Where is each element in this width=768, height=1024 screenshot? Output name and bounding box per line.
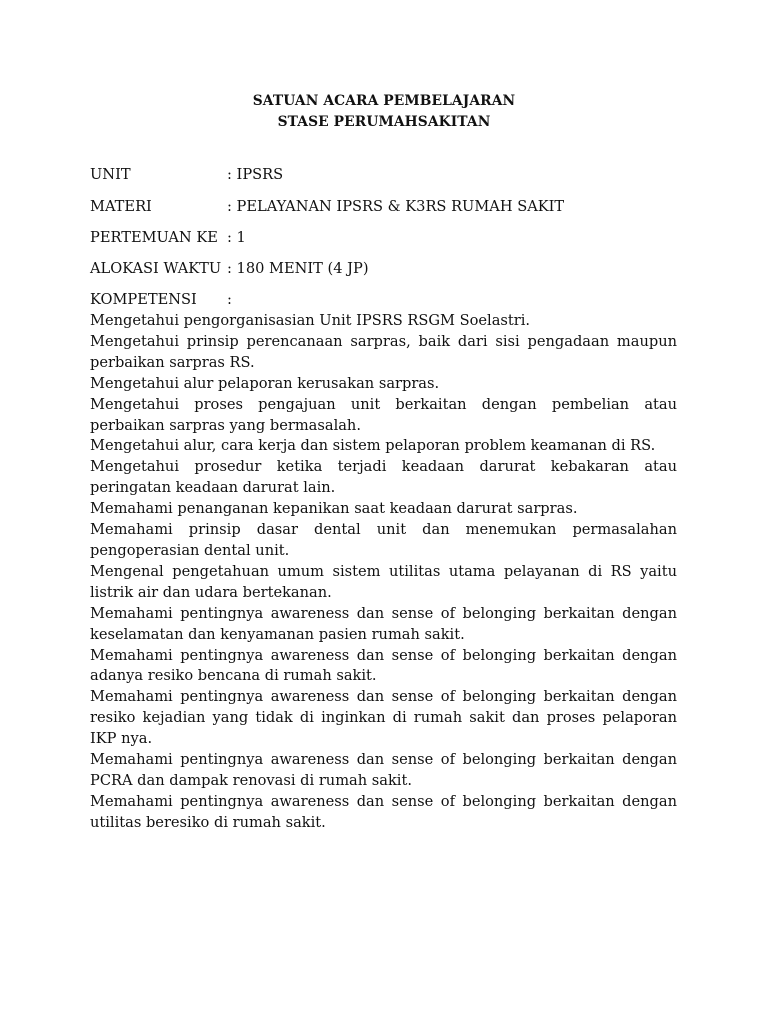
competency-text: Memahami prinsip dasar dental unit dan menemukan permasalahan pengoperasian dental unit. (90, 521, 677, 559)
competency-item (0, 792, 677, 834)
field-unit-label: UNIT (90, 166, 131, 183)
competency-text: Mengetahui proses pengajuan unit berkaitan dengan pembelian atau perbaikan sarpras yang bermasalah. (90, 395, 677, 434)
competency-text: Memahami pentingnya awareness dan sense of belonging berkaitan dengan adanya resiko bencana di rumah sakit. (90, 646, 677, 685)
competency-item (0, 457, 677, 499)
field-pertemuan-value: : 1 (227, 229, 246, 246)
competency-item (0, 395, 677, 437)
field-kompetensi-value: : (227, 291, 232, 308)
competency-item (0, 750, 677, 792)
competency-text: Mengetahui pengorganisasian Unit IPSRS RSGM Soelastri. (90, 312, 531, 329)
competency-item (0, 332, 677, 374)
competency-item (0, 499, 677, 520)
competency-text: Memahami pentingnya awareness dan sense of belonging berkaitan dengan resiko kejadian yang tidak di inginkan di rumah sakit dan proses pelaporan IKP nya. (90, 688, 677, 748)
competency-item (0, 520, 677, 562)
competency-text: Mengetahui alur, cara kerja dan sistem pelaporan problem keamanan di RS. (90, 437, 656, 455)
field-pertemuan-label: PERTEMUAN KE (90, 229, 218, 246)
field-alokasi-waktu-label: ALOKASI WAKTU (90, 260, 222, 277)
competency-item (0, 311, 677, 332)
competency-list (0, 311, 768, 834)
competency-text: Mengetahui alur pelaporan kerusakan sarpras. (90, 374, 440, 392)
competency-item (0, 436, 677, 457)
competency-item (0, 374, 677, 395)
competency-item (0, 604, 677, 646)
field-kompetensi-label: KOMPETENSI (90, 291, 197, 308)
competency-item (0, 687, 677, 750)
competency-item (0, 646, 677, 688)
competency-item (0, 562, 677, 604)
document-title: SATUAN ACARA PEMBELAJARAN (252, 93, 516, 109)
field-materi-label: MATERI (90, 198, 152, 215)
competency-text: Memahami pentingnya awareness dan sense of belonging berkaitan dengan utilitas beresiko di rumah sakit. (90, 792, 677, 831)
field-alokasi-waktu-value: : 180 MENIT (4 JP) (227, 260, 369, 277)
field-materi-value: : PELAYANAN IPSRS & K3RS RUMAH SAKIT (227, 198, 565, 215)
competency-text: Memahami penanganan kepanikan saat keadaan darurat sarpras. (90, 500, 578, 518)
competency-text: Mengenal pengetahuan umum sistem utilitas utama pelayanan di RS yaitu listrik air dan udara bertekanan. (90, 562, 677, 601)
field-unit-value: : IPSRS (227, 166, 284, 183)
competency-text: Mengetahui prinsip perencanaan sarpras, baik dari sisi pengadaan maupun perbaikan sarpras RS. (90, 332, 677, 371)
competency-text: Memahami pentingnya awareness dan sense of belonging berkaitan dengan PCRA dan dampak renovasi di rumah sakit. (90, 751, 677, 789)
document-subtitle: STASE PERUMAHSAKITAN (277, 114, 491, 130)
competency-text: Mengetahui prosedur ketika terjadi keadaan darurat kebakaran atau peringatan keadaan darurat lain. (90, 458, 677, 497)
competency-text: Memahami pentingnya awareness dan sense of belonging berkaitan dengan keselamatan dan kenyamanan pasien rumah sakit. (90, 604, 677, 643)
